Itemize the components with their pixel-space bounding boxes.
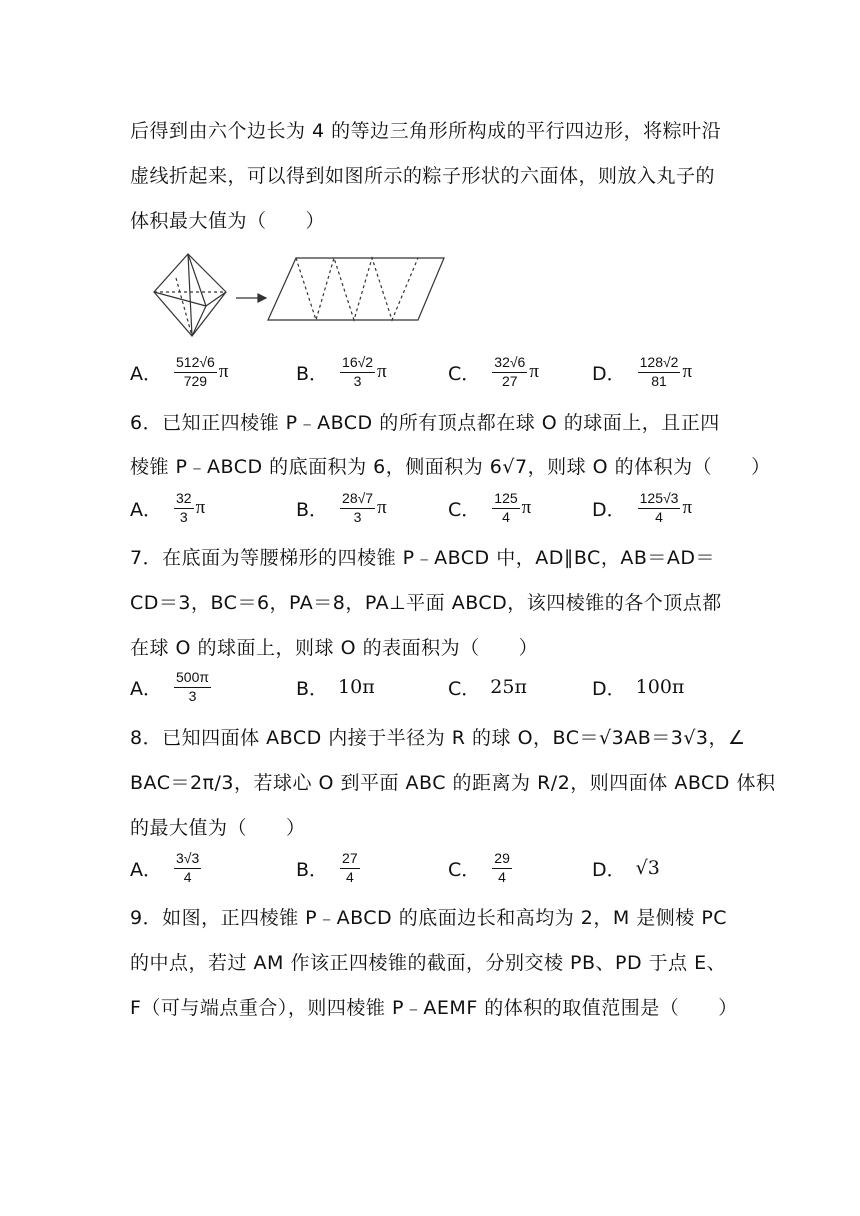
fraction xyxy=(492,355,527,389)
q8-option-a[interactable] xyxy=(130,848,203,888)
denominator: 27 xyxy=(502,372,518,389)
denominator: 4 xyxy=(498,868,506,885)
option-label: D． xyxy=(592,858,626,881)
pi-symbol: π xyxy=(682,497,693,518)
q5-option-c[interactable] xyxy=(448,352,539,392)
pi-symbol: π xyxy=(377,497,387,518)
pi-symbol: π xyxy=(529,361,539,382)
q6-line1: 6．已知正四棱锥 P﹣ABCD 的所有顶点都在球 O 的球面上，且正四 xyxy=(130,412,720,434)
option-label: C． xyxy=(448,362,481,385)
q5-option-a[interactable] xyxy=(130,352,228,392)
option-label: A． xyxy=(130,677,162,700)
q5-line1: 后得到由六个边长为 4 的等边三角形所构成的平行四边形，将粽叶沿 xyxy=(130,120,722,142)
fraction xyxy=(174,491,194,525)
fraction xyxy=(492,851,512,885)
q5-line2: 虚线折起来，可以得到如图所示的粽子形状的六面体，则放入丸子的 xyxy=(130,165,716,187)
q7-option-c[interactable] xyxy=(448,667,527,707)
option-label: D． xyxy=(592,362,626,385)
denominator: 3 xyxy=(353,508,362,525)
fraction xyxy=(174,851,201,885)
pi-symbol: π xyxy=(195,497,206,518)
denominator: 3 xyxy=(188,687,197,704)
q8-line1: 8．已知四面体 ABCD 内接于半径为 R 的球 O，BC＝√3AB＝3√3，∠ xyxy=(130,727,746,749)
denominator: 4 xyxy=(183,868,192,885)
numerator: 500π xyxy=(174,670,211,687)
denominator: 3 xyxy=(179,508,188,525)
q9-line1: 9．如图，正四棱锥 P﹣ABCD 的底面边长和高均为 2，M 是侧棱 PC xyxy=(130,907,728,929)
q9-line3: F（可与端点重合），则四棱锥 P﹣AEMF 的体积的取值范围是（ ） xyxy=(130,997,738,1019)
denominator: 4 xyxy=(655,508,663,525)
q7-option-b[interactable] xyxy=(296,667,375,707)
denominator: 81 xyxy=(651,372,667,389)
pi-symbol: π xyxy=(377,361,387,382)
q9-line2: 的中点，若过 AM 作该正四棱锥的截面，分别交棱 PB、PD 于点 E、 xyxy=(130,952,727,974)
pi-symbol: π xyxy=(521,497,532,518)
pi-symbol: π xyxy=(218,361,229,382)
zongzi-figure xyxy=(148,248,448,338)
q7-line2: CD＝3，BC＝6，PA＝8，PA⊥平面 ABCD，该四棱锥的各个顶点都 xyxy=(130,592,722,614)
bipyramid-drawing xyxy=(154,254,226,336)
q5-option-d[interactable] xyxy=(592,352,692,392)
option-label: C． xyxy=(448,498,481,521)
q7-options xyxy=(130,667,730,707)
q8-option-d[interactable] xyxy=(592,848,660,888)
option-label: B． xyxy=(296,677,329,700)
numerator: 128√2 xyxy=(638,355,681,372)
fraction xyxy=(174,355,217,389)
option-value: 10π xyxy=(338,676,375,698)
fraction xyxy=(638,491,681,525)
fraction xyxy=(638,355,681,389)
numerator: 27 xyxy=(340,851,360,868)
q7-option-a[interactable] xyxy=(130,667,213,707)
parallelogram-net xyxy=(268,258,444,320)
option-label: B． xyxy=(296,858,329,881)
denominator: 3 xyxy=(353,372,362,389)
q7-option-d[interactable] xyxy=(592,667,684,707)
q8-option-c[interactable] xyxy=(448,848,514,888)
q6-options xyxy=(130,488,730,528)
option-label: C． xyxy=(448,858,481,881)
q7-line1: 7．在底面为等腰梯形的四棱锥 P﹣ABCD 中，AD∥BC，AB＝AD＝ xyxy=(130,547,715,569)
q8-option-b[interactable] xyxy=(296,848,362,888)
option-label: B． xyxy=(296,498,329,521)
option-label: D． xyxy=(592,677,626,700)
q8-line2: BAC＝2π/3，若球心 O 到平面 ABC 的距离为 R/2，则四面体 ABCD 体积 xyxy=(130,772,776,794)
option-value: √3 xyxy=(635,857,660,879)
q6-option-a[interactable] xyxy=(130,488,205,528)
option-value: 100π xyxy=(635,676,685,698)
pi-symbol: π xyxy=(682,361,693,382)
numerator: 16√2 xyxy=(340,355,375,372)
denominator: 4 xyxy=(345,868,354,885)
option-label: A． xyxy=(130,858,162,881)
q7-line3: 在球 O 的球面上，则球 O 的表面积为（ ） xyxy=(130,637,539,659)
q5-line3: 体积最大值为（ ） xyxy=(130,210,326,232)
arrow xyxy=(236,294,266,302)
fraction xyxy=(492,491,519,525)
q8-line3: 的最大值为（ ） xyxy=(130,817,306,839)
numerator: 32√6 xyxy=(492,355,527,372)
option-value: 25π xyxy=(490,676,527,698)
option-label: A． xyxy=(130,362,162,385)
q8-options xyxy=(130,848,730,888)
option-label: A． xyxy=(130,498,162,521)
q6-line2: 棱锥 P﹣ABCD 的底面积为 6，侧面积为 6√7，则球 O 的体积为（ ） xyxy=(130,456,771,478)
q5-options xyxy=(130,352,730,392)
fraction xyxy=(340,851,360,885)
option-label: C． xyxy=(448,677,481,700)
denominator: 4 xyxy=(502,508,510,525)
option-label: B． xyxy=(296,362,329,385)
numerator: 29 xyxy=(492,851,512,868)
q6-option-d[interactable] xyxy=(592,488,692,528)
fraction xyxy=(174,670,211,704)
q6-option-c[interactable] xyxy=(448,488,531,528)
numerator: 28√7 xyxy=(340,491,375,508)
fraction xyxy=(340,355,375,389)
q6-option-b[interactable] xyxy=(296,488,387,528)
numerator: 3√3 xyxy=(174,851,201,868)
denominator: 729 xyxy=(183,372,208,389)
numerator: 125√3 xyxy=(638,491,681,508)
numerator: 32 xyxy=(174,491,194,508)
numerator: 125 xyxy=(492,491,519,508)
fraction xyxy=(340,491,375,525)
q5-option-b[interactable] xyxy=(296,352,387,392)
option-label: D． xyxy=(592,498,626,521)
numerator: 512√6 xyxy=(174,355,217,372)
